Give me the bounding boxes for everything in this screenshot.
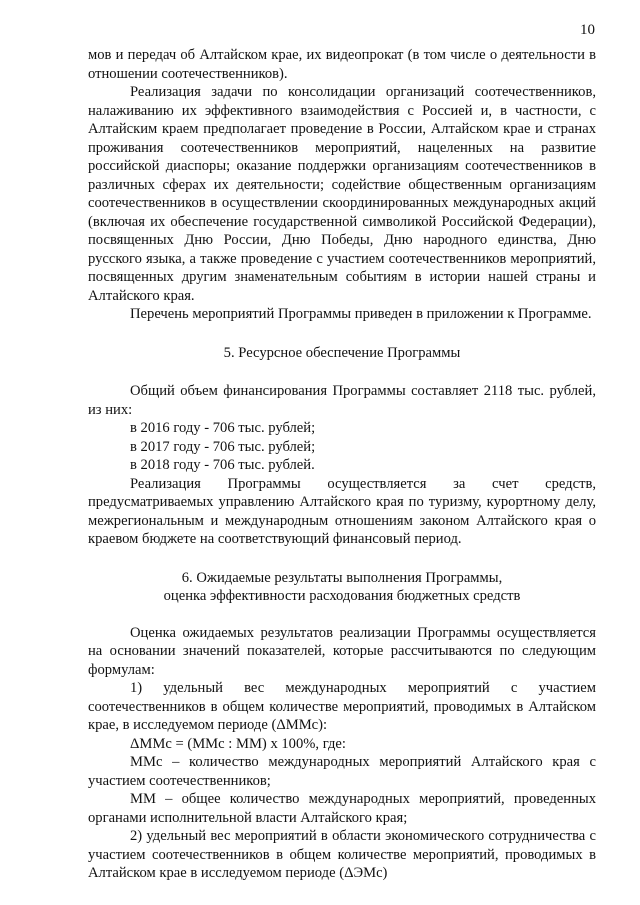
section-heading-6-line-1: 6. Ожидаемые результаты выполнения Программы, [181,569,503,586]
paragraph-indicator-2: 2) удельный вес мероприятий в области экономического сотрудничества с участием соотечественников в общем количестве мероприятий, проводимых в Алтайском крае в исследуемом периоде (ΔЭМс) [88,828,596,881]
paragraph-funding-total: Общий объем финансирования Программы составляет 2118 тыс. рублей, из них: [88,383,596,418]
section-heading-5: 5. Ресурсное обеспечение Программы [223,344,461,361]
document-body [88,46,596,883]
paragraph-consolidation: Реализация задачи по консолидации организаций соотечественников, налаживанию их эффективного взаимодействия с Россией и, в частности, с Алтайским краем предполагает проведение в России, Алтайском крае и странах проживания соотечественников мероприятий, нацеленных на развитие российской диаспоры; оказание поддержки организациям соотечественников в различных сферах их деятельности; содействие общественным организациям соотечественников в осуществлении скоординированных международных акций (включая их обеспечение государственной символикой Российской Федерации), посвященных Дню России, Дню Победы, Дню народного единства, Дню русского языка, а также проведение с участием соотечественников мероприятий, посвященных другим знаменательным событиям в истории нашей страны и Алтайского края. [88,84,596,304]
paragraph-indicator-1: 1) удельный вес международных мероприятий с участием соотечественников в общем количестве мероприятий, проводимых в Алтайском крае, в исследуемом периоде (ΔММс): [88,680,596,733]
definition-mmc: ММс – количество международных мероприятий Алтайского края с участием соотечественников; [88,754,596,789]
paragraph-evaluation: Оценка ожидаемых результатов реализации Программы осуществляется на основании значений показателей, которые рассчитываются по следующим формулам: [88,624,596,678]
section-heading-6 [88,569,596,606]
definition-mm: ММ – общее количество международных мероприятий, проведенных органами исполнительной власти Алтайского края; [88,791,596,826]
page-number: 10 [580,22,595,38]
paragraph-continuation: мов и передач об Алтайском крае, их видеопрокат (в том числе о деятельности в отношении соотечественников). [88,47,596,82]
funding-year-2016: в 2016 году - 706 тыс. рублей; [130,420,316,436]
paragraph-activity-list-reference: Перечень мероприятий Программы приведен в приложении к Программе. [130,306,592,322]
funding-year-2018: в 2018 году - 706 тыс. рублей. [130,457,315,473]
formula-indicator-1: ΔММс = (ММс : ММ) х 100%, где: [130,735,346,752]
paragraph-funding-source: Реализация Программы осуществляется за счет средств, предусматриваемых управлению Алтайского края по туризму, курортному делу, межрегиональным и международным отношениям законом Алтайского края о краевом бюджете на соответствующий финансовый период. [88,475,596,547]
section-heading-6-line-2: оценка эффективности расходования бюджетных средств [163,588,521,604]
funding-year-2017: в 2017 году - 706 тыс. рублей; [130,438,316,455]
